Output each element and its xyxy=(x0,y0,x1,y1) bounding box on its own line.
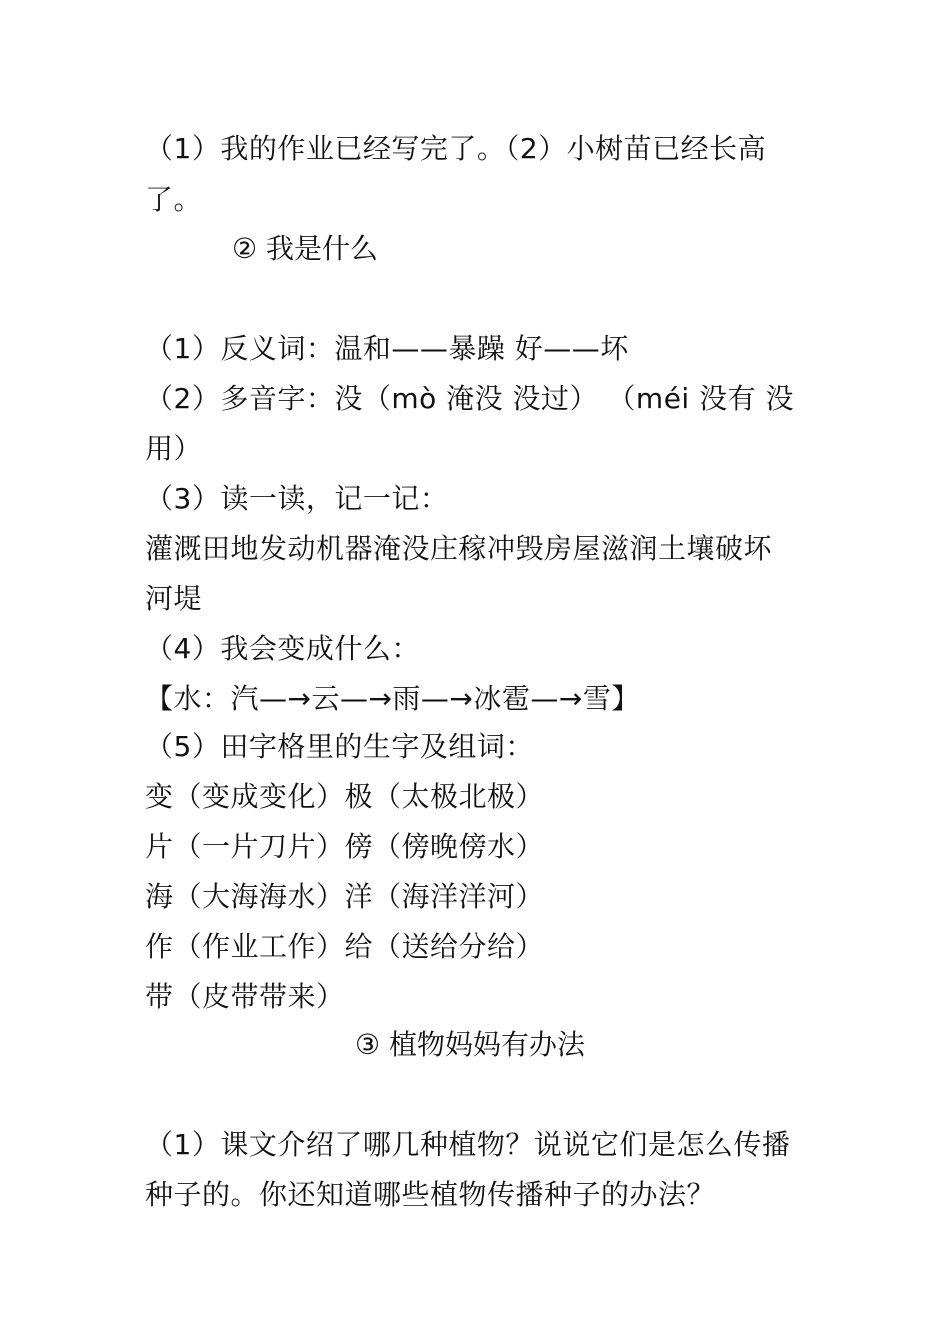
text-line: 海（大海海水）洋（海洋洋河） xyxy=(145,880,545,913)
text-line: 片（一片刀片）傍（傍晚傍水） xyxy=(145,830,545,863)
text-line: （1）反义词：温和——暴躁 好——坏 xyxy=(145,332,629,365)
text-line: 灌溉田地发动机器淹没庄稼冲毁房屋滋润土壤破坏 xyxy=(145,532,773,565)
text-line: （5）田字格里的生字及组词： xyxy=(145,730,534,763)
text-line: （3）读一读，记一记： xyxy=(145,482,449,515)
text-line: 用） xyxy=(145,432,203,465)
text-line: （2）多音字：没（mò 淹没 没过） （méi 没有 没 xyxy=(145,382,795,415)
text-line: 【水：汽—→云—→雨—→冰雹—→雪】 xyxy=(145,682,640,715)
text-line: 种子的。你还知道哪些植物传播种子的办法？ xyxy=(145,1178,716,1211)
section-heading-zhi-wu-ma-ma-you-ban-fa: ③ 植物妈妈有办法 xyxy=(355,1028,586,1061)
text-line: （1）课文介绍了哪几种植物？说说它们是怎么传播 xyxy=(145,1128,791,1161)
text-line: 变（变成变化）极（太极北极） xyxy=(145,780,545,813)
text-line: （1）我的作业已经写完了。（2）小树苗已经长高 xyxy=(145,132,767,165)
section-heading-wo-shi-shen-me: ② 我是什么 xyxy=(232,232,379,265)
text-line: （4）我会变成什么： xyxy=(145,632,420,665)
text-line: 带（皮带带来） xyxy=(145,980,345,1013)
text-line: 作（作业工作）给（送给分给） xyxy=(145,930,545,963)
text-line: 了。 xyxy=(145,183,203,216)
text-line: 河堤 xyxy=(145,582,203,615)
